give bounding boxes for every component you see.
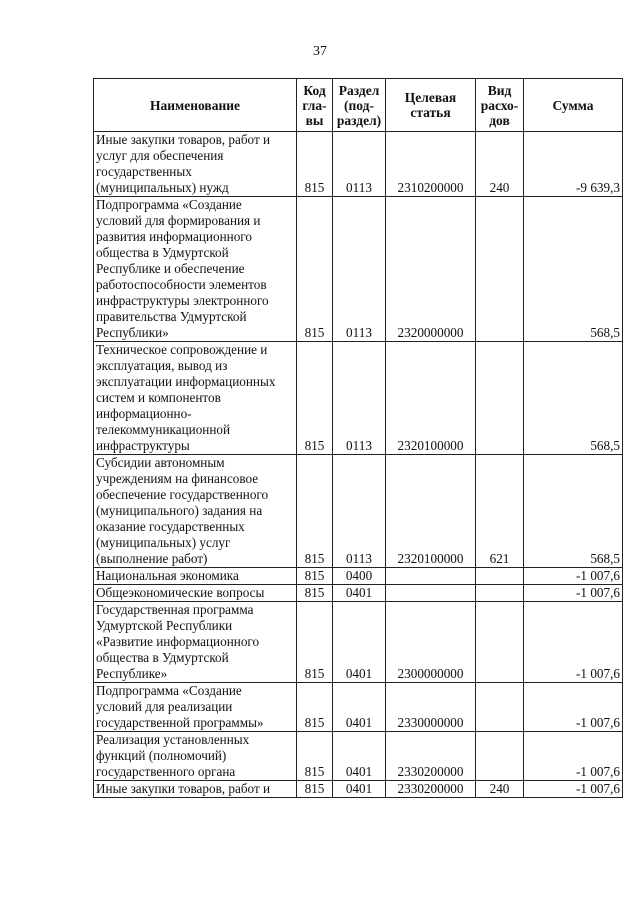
cell-target: 2320100000 bbox=[386, 455, 476, 568]
cell-section: 0400 bbox=[333, 568, 386, 585]
table-row bbox=[94, 602, 623, 683]
cell-name: Реализация установленных функций (полномочий) государственного органа bbox=[94, 732, 297, 781]
cell-section: 0113 bbox=[333, 455, 386, 568]
cell-code: 815 bbox=[297, 781, 333, 798]
cell-section: 0401 bbox=[333, 732, 386, 781]
cell-sum: -1 007,6 bbox=[524, 781, 623, 798]
cell-type: 240 bbox=[476, 132, 524, 197]
cell-type bbox=[476, 683, 524, 732]
cell-section: 0401 bbox=[333, 781, 386, 798]
cell-target: 2320000000 bbox=[386, 197, 476, 342]
header-type: Вид расхо- дов bbox=[476, 79, 524, 132]
table-row bbox=[94, 455, 623, 568]
cell-type bbox=[476, 197, 524, 342]
cell-code: 815 bbox=[297, 732, 333, 781]
cell-name: Общеэкономические вопросы bbox=[94, 585, 297, 602]
cell-sum: 568,5 bbox=[524, 455, 623, 568]
cell-name: Национальная экономика bbox=[94, 568, 297, 585]
cell-name: Государственная программа Удмуртской Республики «Развитие информационного общества в Удмуртской Республике» bbox=[94, 602, 297, 683]
cell-section: 0401 bbox=[333, 585, 386, 602]
cell-code: 815 bbox=[297, 683, 333, 732]
cell-type bbox=[476, 568, 524, 585]
header-section: Раздел (под- раздел) bbox=[333, 79, 386, 132]
header-code: Код гла- вы bbox=[297, 79, 333, 132]
cell-target bbox=[386, 585, 476, 602]
cell-target: 2310200000 bbox=[386, 132, 476, 197]
cell-type bbox=[476, 585, 524, 602]
cell-section: 0113 bbox=[333, 342, 386, 455]
cell-type bbox=[476, 602, 524, 683]
cell-section: 0401 bbox=[333, 602, 386, 683]
cell-code: 815 bbox=[297, 585, 333, 602]
page-number: 37 bbox=[313, 44, 327, 59]
table-row bbox=[94, 683, 623, 732]
cell-target: 2330000000 bbox=[386, 683, 476, 732]
cell-sum: -1 007,6 bbox=[524, 683, 623, 732]
cell-name: Иные закупки товаров, работ и bbox=[94, 781, 297, 798]
budget-table bbox=[93, 78, 623, 798]
cell-code: 815 bbox=[297, 197, 333, 342]
cell-name: Субсидии автономным учреждениям на финансовое обеспечение государственного (муниципального) задания на оказание государственных (муниципальных) услуг (выполнение работ) bbox=[94, 455, 297, 568]
cell-sum: -9 639,3 bbox=[524, 132, 623, 197]
cell-sum: 568,5 bbox=[524, 342, 623, 455]
cell-sum: -1 007,6 bbox=[524, 585, 623, 602]
cell-section: 0401 bbox=[333, 683, 386, 732]
table-row bbox=[94, 568, 623, 585]
cell-target: 2320100000 bbox=[386, 342, 476, 455]
table-row bbox=[94, 342, 623, 455]
cell-name: Подпрограмма «Создание условий для формирования и развития информационного общества в Удмуртской Республике и обеспечение работоспособности элементов инфраструктуры электронного правительства Удмуртской Республики» bbox=[94, 197, 297, 342]
table-row bbox=[94, 132, 623, 197]
cell-type: 240 bbox=[476, 781, 524, 798]
cell-section: 0113 bbox=[333, 132, 386, 197]
cell-code: 815 bbox=[297, 132, 333, 197]
cell-target: 2330200000 bbox=[386, 781, 476, 798]
table-row bbox=[94, 585, 623, 602]
cell-code: 815 bbox=[297, 342, 333, 455]
cell-sum: -1 007,6 bbox=[524, 732, 623, 781]
cell-target: 2330200000 bbox=[386, 732, 476, 781]
table-row bbox=[94, 197, 623, 342]
cell-sum: -1 007,6 bbox=[524, 568, 623, 585]
table-header-row bbox=[94, 79, 623, 132]
header-name: Наименование bbox=[94, 79, 297, 132]
cell-section: 0113 bbox=[333, 197, 386, 342]
cell-sum: 568,5 bbox=[524, 197, 623, 342]
cell-name: Подпрограмма «Создание условий для реализации государственной программы» bbox=[94, 683, 297, 732]
table-row bbox=[94, 732, 623, 781]
cell-target: 2300000000 bbox=[386, 602, 476, 683]
table-body bbox=[94, 132, 623, 798]
cell-code: 815 bbox=[297, 602, 333, 683]
cell-type bbox=[476, 342, 524, 455]
cell-name: Техническое сопровождение и эксплуатация, вывод из эксплуатации информационных систем и компонентов информационно- телекоммуникационной инфраструктуры bbox=[94, 342, 297, 455]
cell-sum: -1 007,6 bbox=[524, 602, 623, 683]
cell-code: 815 bbox=[297, 455, 333, 568]
header-target: Целевая статья bbox=[386, 79, 476, 132]
header-sum: Сумма bbox=[524, 79, 623, 132]
table-row bbox=[94, 781, 623, 798]
cell-type: 621 bbox=[476, 455, 524, 568]
cell-type bbox=[476, 732, 524, 781]
cell-code: 815 bbox=[297, 568, 333, 585]
cell-name: Иные закупки товаров, работ и услуг для обеспечения государственных (муниципальных) нужд bbox=[94, 132, 297, 197]
cell-target bbox=[386, 568, 476, 585]
